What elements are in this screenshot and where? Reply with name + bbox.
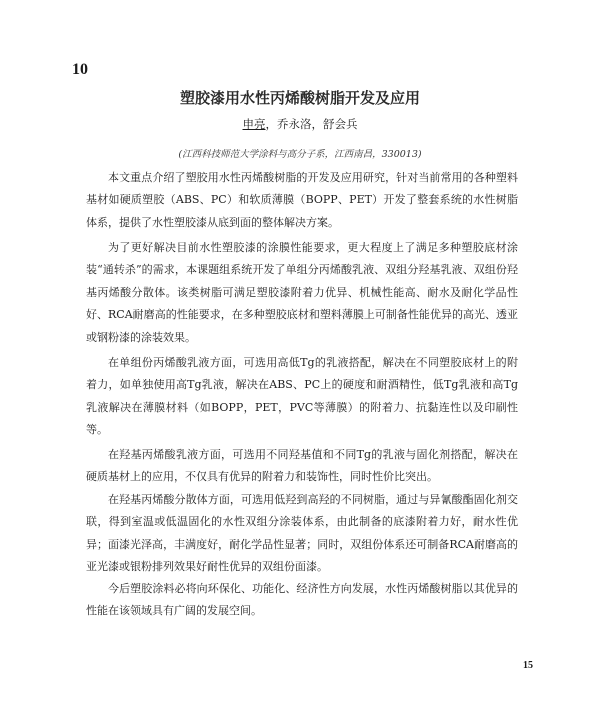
paragraph-3: 在单组份丙烯酸乳液方面，可选用高低Tg的乳液搭配，解决在不同塑胶底材上的附着力，如单独使用高Tg乳液，解决在ABS、PC上的硬度和耐酒精性，低Tg乳液和高Tg乳液解决在薄膜材料（如BOPP，PET，PVC等薄膜）的附着力、抗黏连性以及印刷性等。 <box>86 356 518 437</box>
paragraph-6: 今后塑胶涂料必将向环保化、功能化、经济性方向发展，水性丙烯酸树脂以其优异的性能在该领域具有广阔的发展空间。 <box>86 582 518 618</box>
paragraph-1: 本文重点介绍了塑胶用水性丙烯酸树脂的开发及应用研究，针对当前常用的各种塑料基材如硬质塑胶（ABS、PC）和软质薄膜（BOPP、PET）开发了整套系统的水性树脂体系，提供了水性塑胶漆从底到面的整体解决方案。 <box>86 171 518 229</box>
paragraph-2: 为了更好解决目前水性塑胶漆的涂膜性能要求，更大程度上了满足多种塑胶底材涂装“通转杀”的需求，本课题组系统开发了单组分丙烯酸乳液、双组分羟基乳液、双组份羟基丙烯酸分散体。该类树脂可满足塑胶漆附着力优异、机械性能高、耐水及耐化学品性好、RCA耐磨高的性能要求，在多种塑胶底材和塑料薄膜上可制备性能优异的高光、透亚或钢粉漆的涂装效果。 <box>86 241 518 344</box>
page-number: 15 <box>523 660 533 671</box>
co-authors: ，乔永洛，舒会兵 <box>265 117 358 131</box>
affiliation: (江西科技师范大学涂料与高分子系，江西南昌，330013) <box>178 149 422 160</box>
first-author: 申亮 <box>242 117 266 131</box>
paragraph-4: 在羟基丙烯酸乳液方面，可选用不同羟基值和不同Tg的乳液与固化剂搭配，解决在硬质基材上的应用，不仅具有优异的附着力和装饰性，同时性价比突出。 <box>86 448 518 484</box>
section-number: 10 <box>72 61 88 78</box>
paper-title: 塑胶漆用水性丙烯酸树脂开发及应用 <box>179 89 420 107</box>
paragraph-5: 在羟基丙烯酸分散体方面，可选用低羟到高羟的不同树脂，通过与异氰酸酯固化剂交联，得到室温或低温固化的水性双组分涂装体系，由此制备的底漆附着力好，耐水性优异；面漆光泽高，丰满度好，耐化学品性显著；同时，双组份体系还可制备RCA耐磨高的亚光漆或银粉排列效果好耐性优异的双组份面漆。 <box>86 493 518 574</box>
authors-line <box>0 116 600 132</box>
